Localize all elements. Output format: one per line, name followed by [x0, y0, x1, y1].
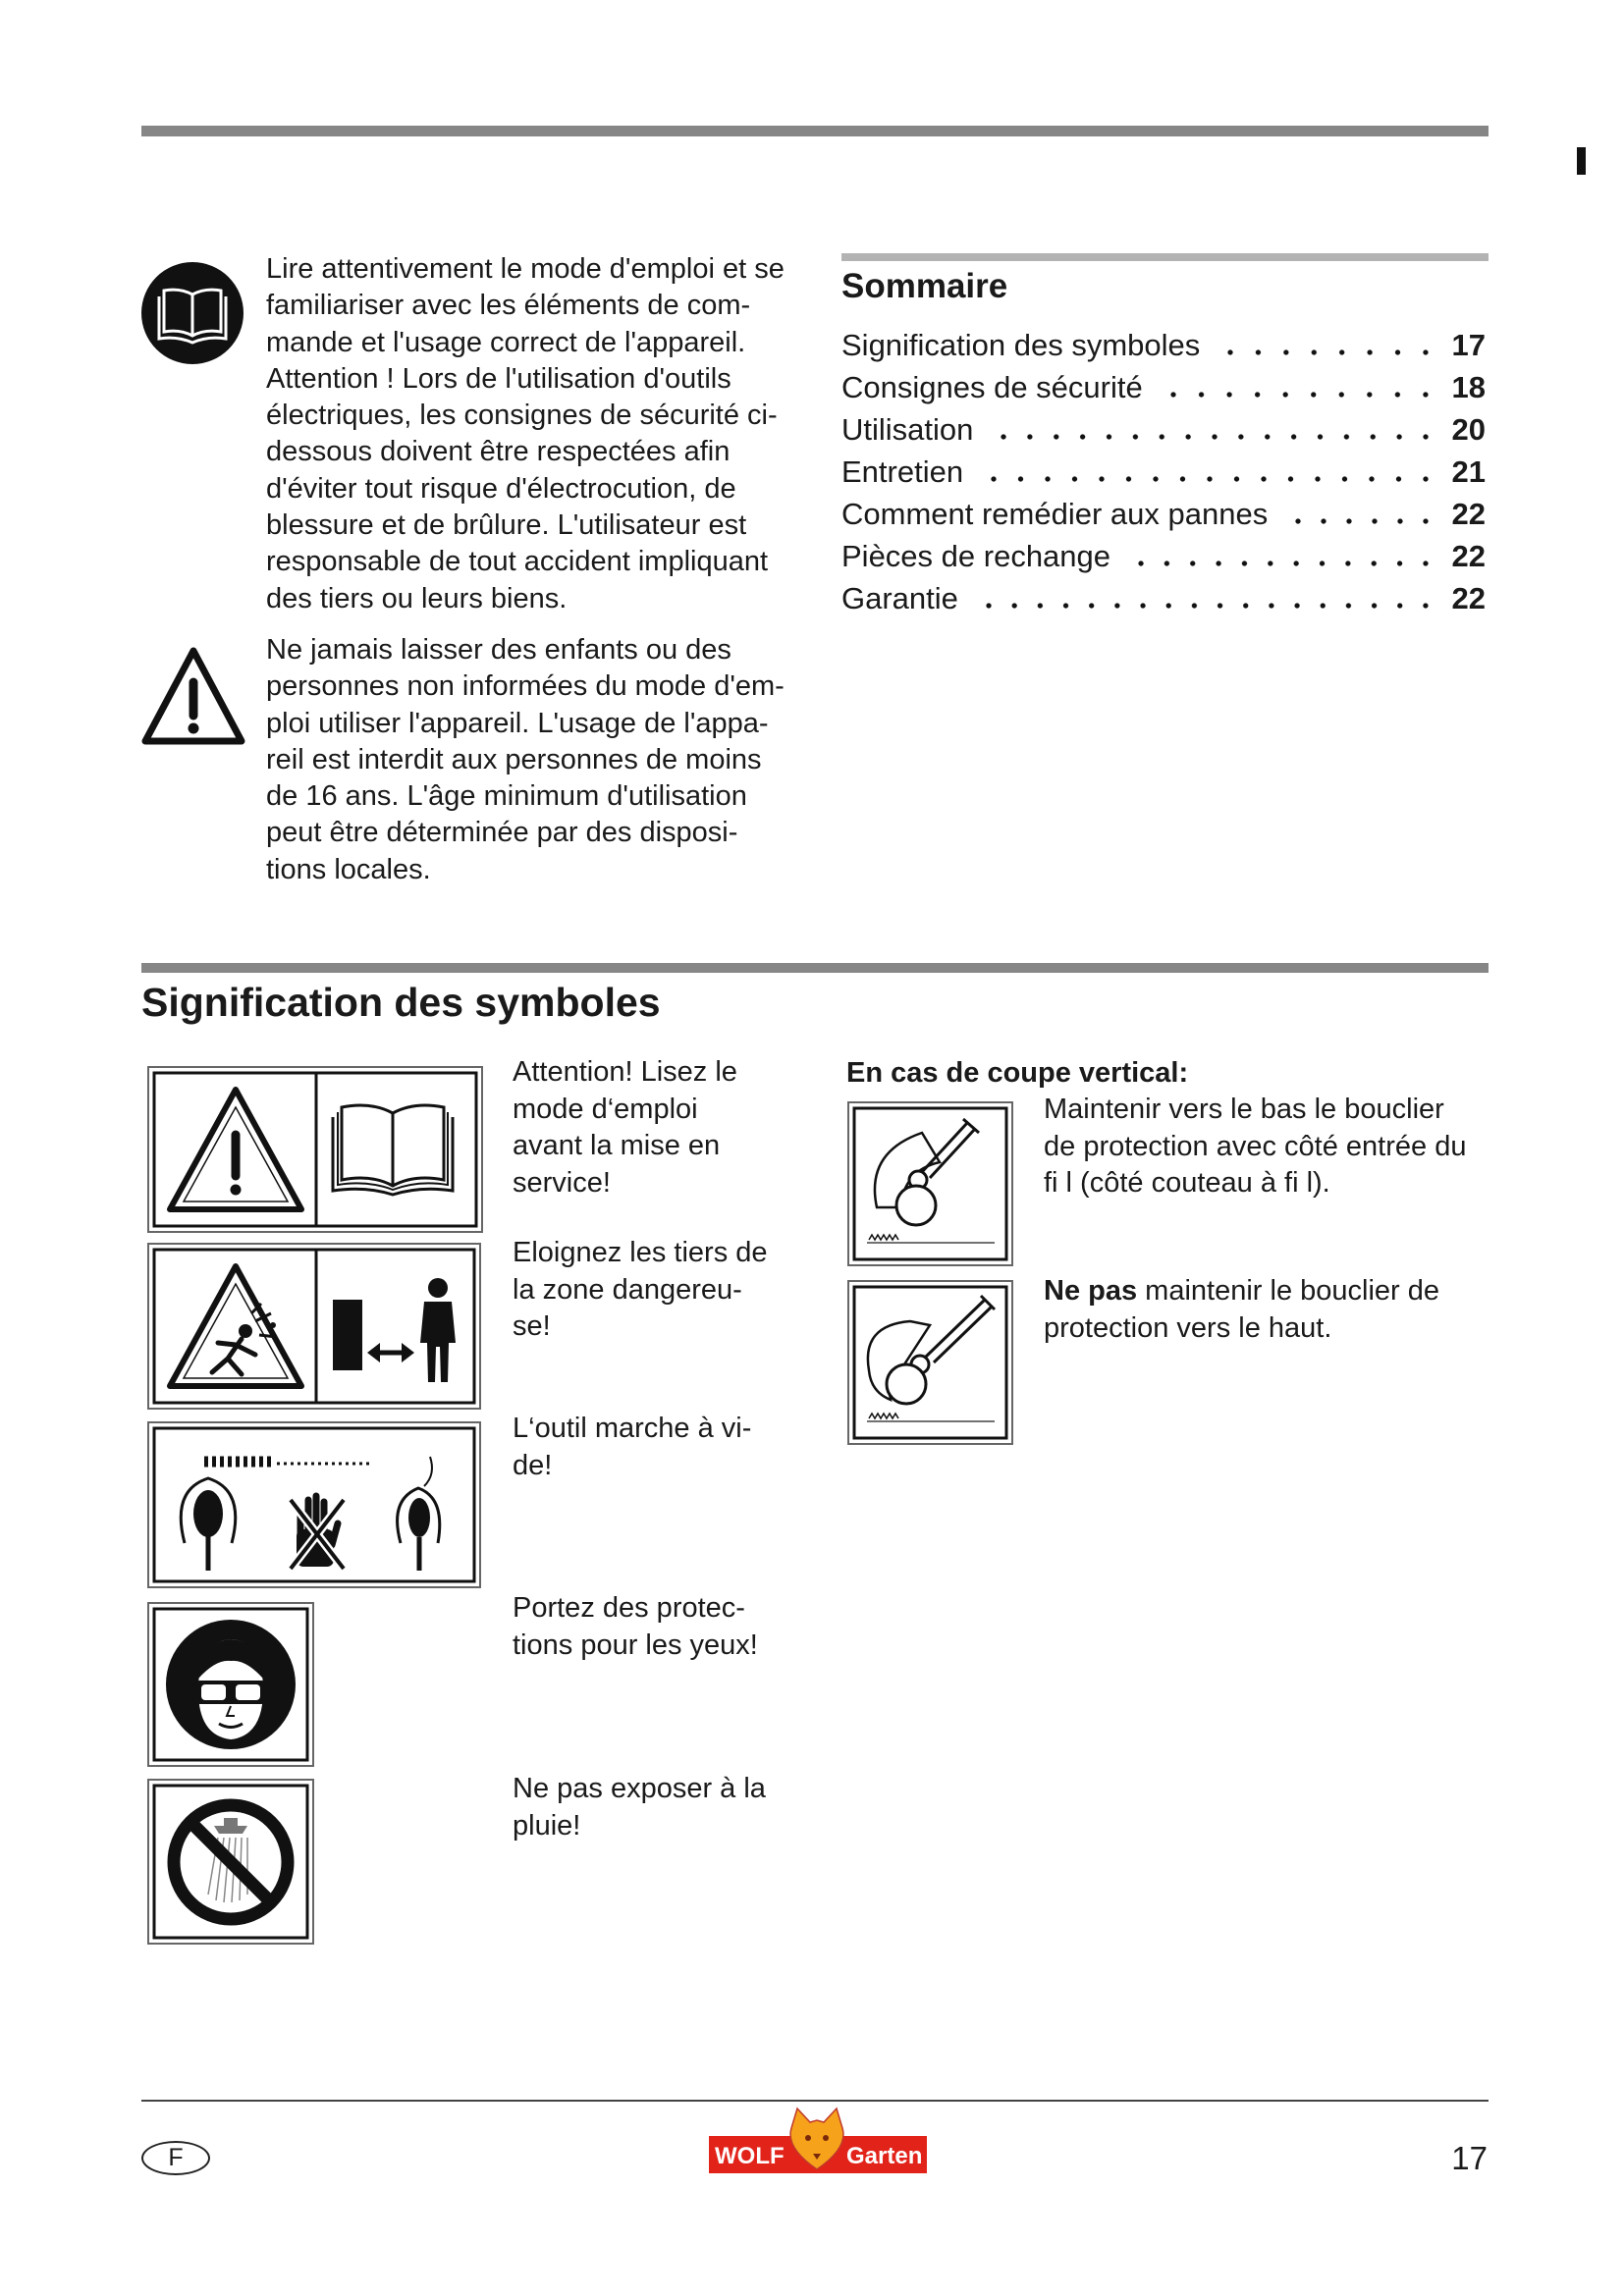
shield-up-trimmer-icon	[847, 1280, 1013, 1445]
warning-line: de 16 ans. L'âge minimum d'utilisation	[266, 780, 747, 813]
toc-entry-label: Pièces de rechange	[841, 539, 1111, 573]
symbol-line: avant la mise en	[513, 1130, 721, 1162]
no-rain-icon	[174, 1805, 288, 1919]
warning-line: personnes non informées du mode d'em-	[266, 670, 785, 703]
toc-entry-label: Entretien	[841, 454, 964, 489]
toc-leader-dots	[1128, 535, 1438, 577]
symbol-description	[513, 1590, 758, 1664]
read-manual-book-icon	[140, 261, 244, 365]
toc-leader-dots	[981, 451, 1438, 493]
no-hands-icon	[291, 1496, 344, 1569]
head-profile-icon	[398, 1457, 440, 1571]
warning-line: tions locales.	[266, 853, 431, 885]
vertical-cut-emphasis: Ne pas	[1044, 1275, 1138, 1307]
vertical-cut-description	[1044, 1273, 1439, 1347]
intro-warning-text	[266, 632, 785, 888]
toc-list	[841, 324, 1486, 619]
toc-leader-dots	[1218, 324, 1438, 366]
toc-entry	[841, 451, 1486, 493]
vertical-cut-line: fi l (côté couteau à fi l).	[1044, 1167, 1330, 1200]
logo-text-right: Garten	[846, 2143, 923, 2169]
symbol-description	[513, 1235, 768, 1346]
intro-line: mande et l'usage correct de l'appareil.	[266, 326, 746, 358]
toc-title: Sommaire	[841, 267, 1008, 305]
symbol-box	[147, 1779, 314, 1945]
keep-bystanders-away-icon	[333, 1278, 456, 1382]
symbol-line: L‘outil marche à vi-	[513, 1413, 752, 1444]
shield-down-trimmer-icon	[847, 1101, 1013, 1266]
toc-rule	[841, 253, 1489, 261]
symbol-line: mode d‘emploi	[513, 1093, 698, 1125]
toc-entry-page: 20	[1451, 412, 1486, 447]
toc-leader-dots	[991, 408, 1438, 451]
symbol-line: Eloignez les tiers de	[513, 1237, 768, 1268]
toc-leader-dots	[1161, 366, 1438, 408]
warning-line: peut être déterminée par des disposi-	[266, 817, 738, 849]
symbol-description	[513, 1054, 737, 1201]
warning-triangle-icon	[140, 643, 246, 749]
wolf-garten-logo	[709, 2107, 927, 2175]
symbol-line: Ne pas exposer à la	[513, 1773, 766, 1804]
toc-entry	[841, 493, 1486, 535]
warning-triangle-icon	[170, 1090, 301, 1209]
toc-leader-dots	[1285, 493, 1438, 535]
page-number: 17	[1451, 2140, 1488, 2176]
toc-entry	[841, 408, 1486, 451]
symbol-description	[513, 1411, 751, 1484]
toc-entry	[841, 535, 1486, 577]
vertical-cut-title: En cas de coupe vertical:	[846, 1057, 1189, 1089]
symbol-description	[513, 1771, 766, 1844]
section-rule	[141, 963, 1489, 973]
vertical-cut-line: de protection avec côté entrée du	[1044, 1130, 1467, 1162]
top-rule	[141, 126, 1489, 136]
toc-leader-dots	[976, 577, 1438, 619]
intro-line: blessure et de brûlure. L'utilisateur est	[266, 509, 747, 542]
intro-line: Lire attentivement le mode d'emploi et se	[266, 253, 785, 285]
toc-entry-page: 22	[1451, 581, 1486, 615]
toc-entry-label: Utilisation	[841, 412, 974, 447]
vertical-cut-description	[1044, 1092, 1466, 1202]
intro-line: dessous doivent être respectées afin	[266, 436, 731, 468]
toc-entry-page: 22	[1451, 497, 1486, 531]
symbol-line: pluie!	[513, 1809, 581, 1842]
symbol-box	[147, 1066, 483, 1233]
intro-line: électriques, les consignes de sécurité ci-	[266, 400, 778, 432]
symbol-line: Portez des protec-	[513, 1592, 745, 1624]
thrown-objects-warning-icon	[170, 1266, 301, 1386]
warning-line: Ne jamais laisser des enfants ou des	[266, 634, 731, 666]
symbol-line: tions pour les yeux!	[513, 1629, 758, 1661]
warning-line: reil est interdit aux personnes de moins	[266, 743, 762, 775]
toc-entry	[841, 577, 1486, 619]
vertical-cut-line-text: maintenir le bouclier de	[1145, 1275, 1439, 1307]
symbol-line: service!	[513, 1166, 611, 1199]
logo-text-left: WOLF	[715, 2143, 785, 2169]
toc-entry-page: 21	[1451, 454, 1486, 489]
symbol-line: la zone dangereu-	[513, 1273, 742, 1306]
language-badge: F	[141, 2141, 210, 2175]
read-manual-book-icon	[333, 1105, 453, 1195]
vertical-cut-line: Maintenir vers le bas le bouclier	[1044, 1094, 1444, 1125]
intro-line: des tiers ou leurs biens.	[266, 582, 568, 614]
warning-line: ploi utiliser l'appareil. L'usage de l'appa-	[266, 707, 769, 739]
intro-line: d'éviter tout risque d'électrocution, de	[266, 472, 736, 505]
section-title: Signification des symboles	[141, 980, 661, 1025]
vertical-cut-line	[1044, 1273, 1439, 1310]
symbol-line: se!	[513, 1310, 551, 1343]
head-protection-icon	[181, 1478, 236, 1571]
intro-line: Attention ! Lors de l'utilisation d'outils	[266, 362, 731, 395]
toc-entry-page: 22	[1451, 539, 1486, 573]
symbol-box	[147, 1602, 314, 1767]
symbol-box	[147, 1243, 481, 1410]
symbol-line: de!	[513, 1449, 553, 1481]
intro-line: familiariser avec les éléments de com-	[266, 290, 751, 322]
footer-rule	[141, 2100, 1489, 2102]
toc-entry-label: Comment remédier aux pannes	[841, 497, 1269, 531]
toc-entry	[841, 366, 1486, 408]
toc-entry-label: Garantie	[841, 581, 958, 615]
toc-entry-page: 18	[1451, 370, 1486, 404]
toc-entry-page: 17	[1451, 328, 1486, 362]
toc-entry	[841, 324, 1486, 366]
intro-read-manual-text	[266, 251, 785, 617]
symbol-line: Attention! Lisez le	[513, 1056, 737, 1088]
vertical-cut-line: protection vers le haut.	[1044, 1311, 1332, 1344]
toc-entry-label: Signification des symboles	[841, 328, 1201, 362]
idle-running-indicator	[204, 1462, 371, 1464]
wear-eye-protection-icon	[166, 1620, 296, 1749]
page-edge-tab-mark	[1577, 147, 1586, 175]
toc-entry-label: Consignes de sécurité	[841, 370, 1143, 404]
intro-line: responsable de tout accident impliquant	[266, 546, 769, 578]
symbol-box	[147, 1421, 481, 1588]
